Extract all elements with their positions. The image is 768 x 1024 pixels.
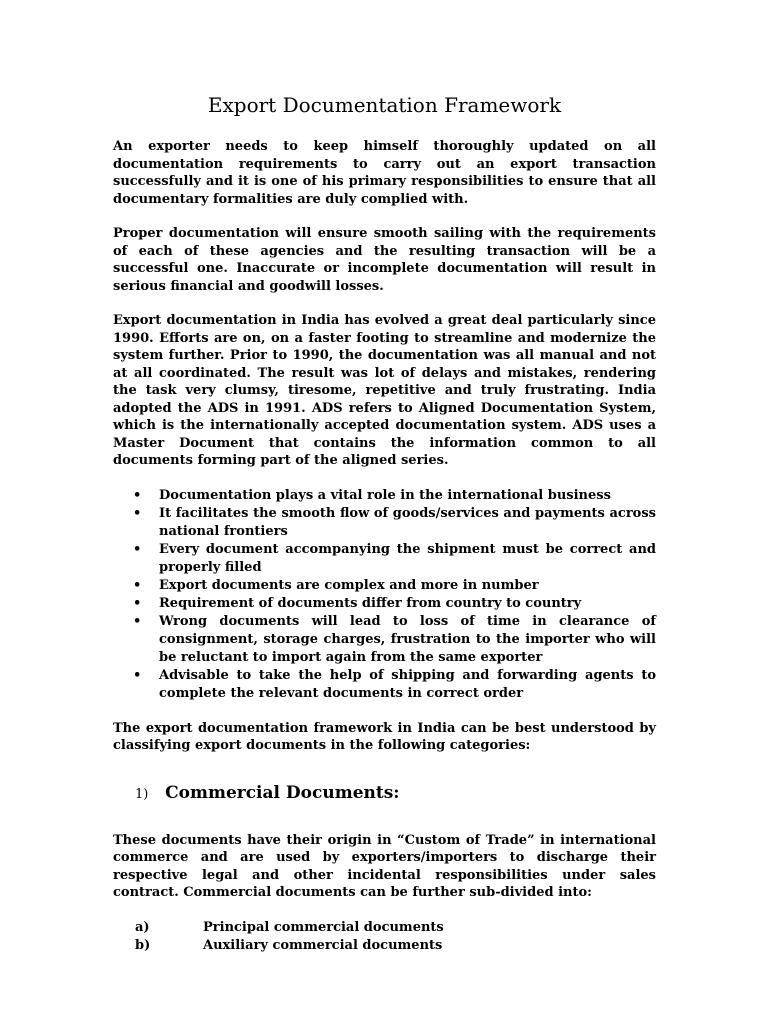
paragraph-proper-documentation: Proper documentation will ensure smooth sailing with the requirements of each of these agencies and the resulting transaction will be a successful one. Inaccurate or incomplete documentation will result in serious financial and goodwill losses.	[113, 226, 656, 294]
list-item-text: Auxiliary commercial documents	[203, 937, 443, 953]
list-item-text: It facilitates the smooth flow of goods/services and payments across national frontiers	[159, 505, 656, 539]
list-item	[113, 595, 656, 613]
paragraph-commercial-documents: These documents have their origin in “Custom of Trade” in international commerce and are used by exporters/importers to discharge their respective legal and other incidental responsibilities under sales contract. Commercial documents can be further sub-divided into:	[113, 832, 656, 900]
list-item-text: Requirement of documents differ from country to country	[159, 595, 582, 611]
list-item-text: Principal commercial documents	[203, 919, 444, 935]
bullet-icon: •	[133, 595, 142, 611]
section-title: Commercial Documents:	[165, 782, 400, 803]
section-number: 1)	[135, 786, 149, 802]
bullet-icon: •	[133, 613, 142, 629]
bullet-icon: •	[133, 505, 142, 521]
list-item	[113, 487, 656, 505]
paragraph-documentation-history: Export documentation in India has evolved a great deal particularly since 1990. Efforts are on, on a faster footing to streamline and modernize the system further. Prior to 1990, the documentation was all manual and not at all coordinated. The result was lot of delays and mistakes, rendering the task very clumsy, tiresome, repetitive and truly frustrating. India adopted the ADS in 1991. ADS refers to Aligned Documentation System, which is the internationally accepted documentation system. ADS uses a Master Document that contains the information common to all documents forming part of the aligned series.	[113, 313, 656, 468]
document-title: Export Documentation Framework	[207, 93, 562, 117]
subcategory-list	[113, 919, 656, 955]
paragraph-exporter-responsibility: An exporter needs to keep himself thoroughly updated on all documentation requirements to carry out an export transaction successfully and it is one of his primary responsibilities to ensure that all documentary formalities are duly complied with.	[113, 139, 656, 207]
list-marker: b)	[135, 937, 151, 953]
section-heading	[113, 780, 656, 808]
bullet-icon: •	[133, 541, 142, 557]
list-item	[113, 505, 656, 541]
list-item	[113, 577, 656, 595]
list-item	[113, 919, 656, 937]
bullet-list	[113, 487, 656, 703]
list-item	[113, 667, 656, 703]
list-item-text: Advisable to take the help of shipping and forwarding agents to complete the relevant documents in correct order	[159, 667, 656, 701]
list-marker: a)	[135, 919, 150, 935]
list-item	[113, 541, 656, 577]
list-item-text: Documentation plays a vital role in the international business	[159, 487, 611, 503]
document-page	[113, 92, 656, 955]
list-item	[113, 613, 656, 667]
bullet-icon: •	[133, 577, 142, 593]
paragraph-categories-intro: The export documentation framework in India can be best understood by classifying export documents in the following categories:	[113, 720, 656, 753]
bullet-icon: •	[133, 487, 142, 503]
list-item-text: Every document accompanying the shipment must be correct and properly filled	[159, 541, 656, 575]
list-item	[113, 937, 656, 955]
list-item-text: Wrong documents will lead to loss of time in clearance of consignment, storage charges, frustration to the importer who will be reluctant to import again from the same exporter	[159, 613, 656, 665]
list-item-text: Export documents are complex and more in number	[159, 577, 539, 593]
bullet-icon: •	[133, 667, 142, 683]
